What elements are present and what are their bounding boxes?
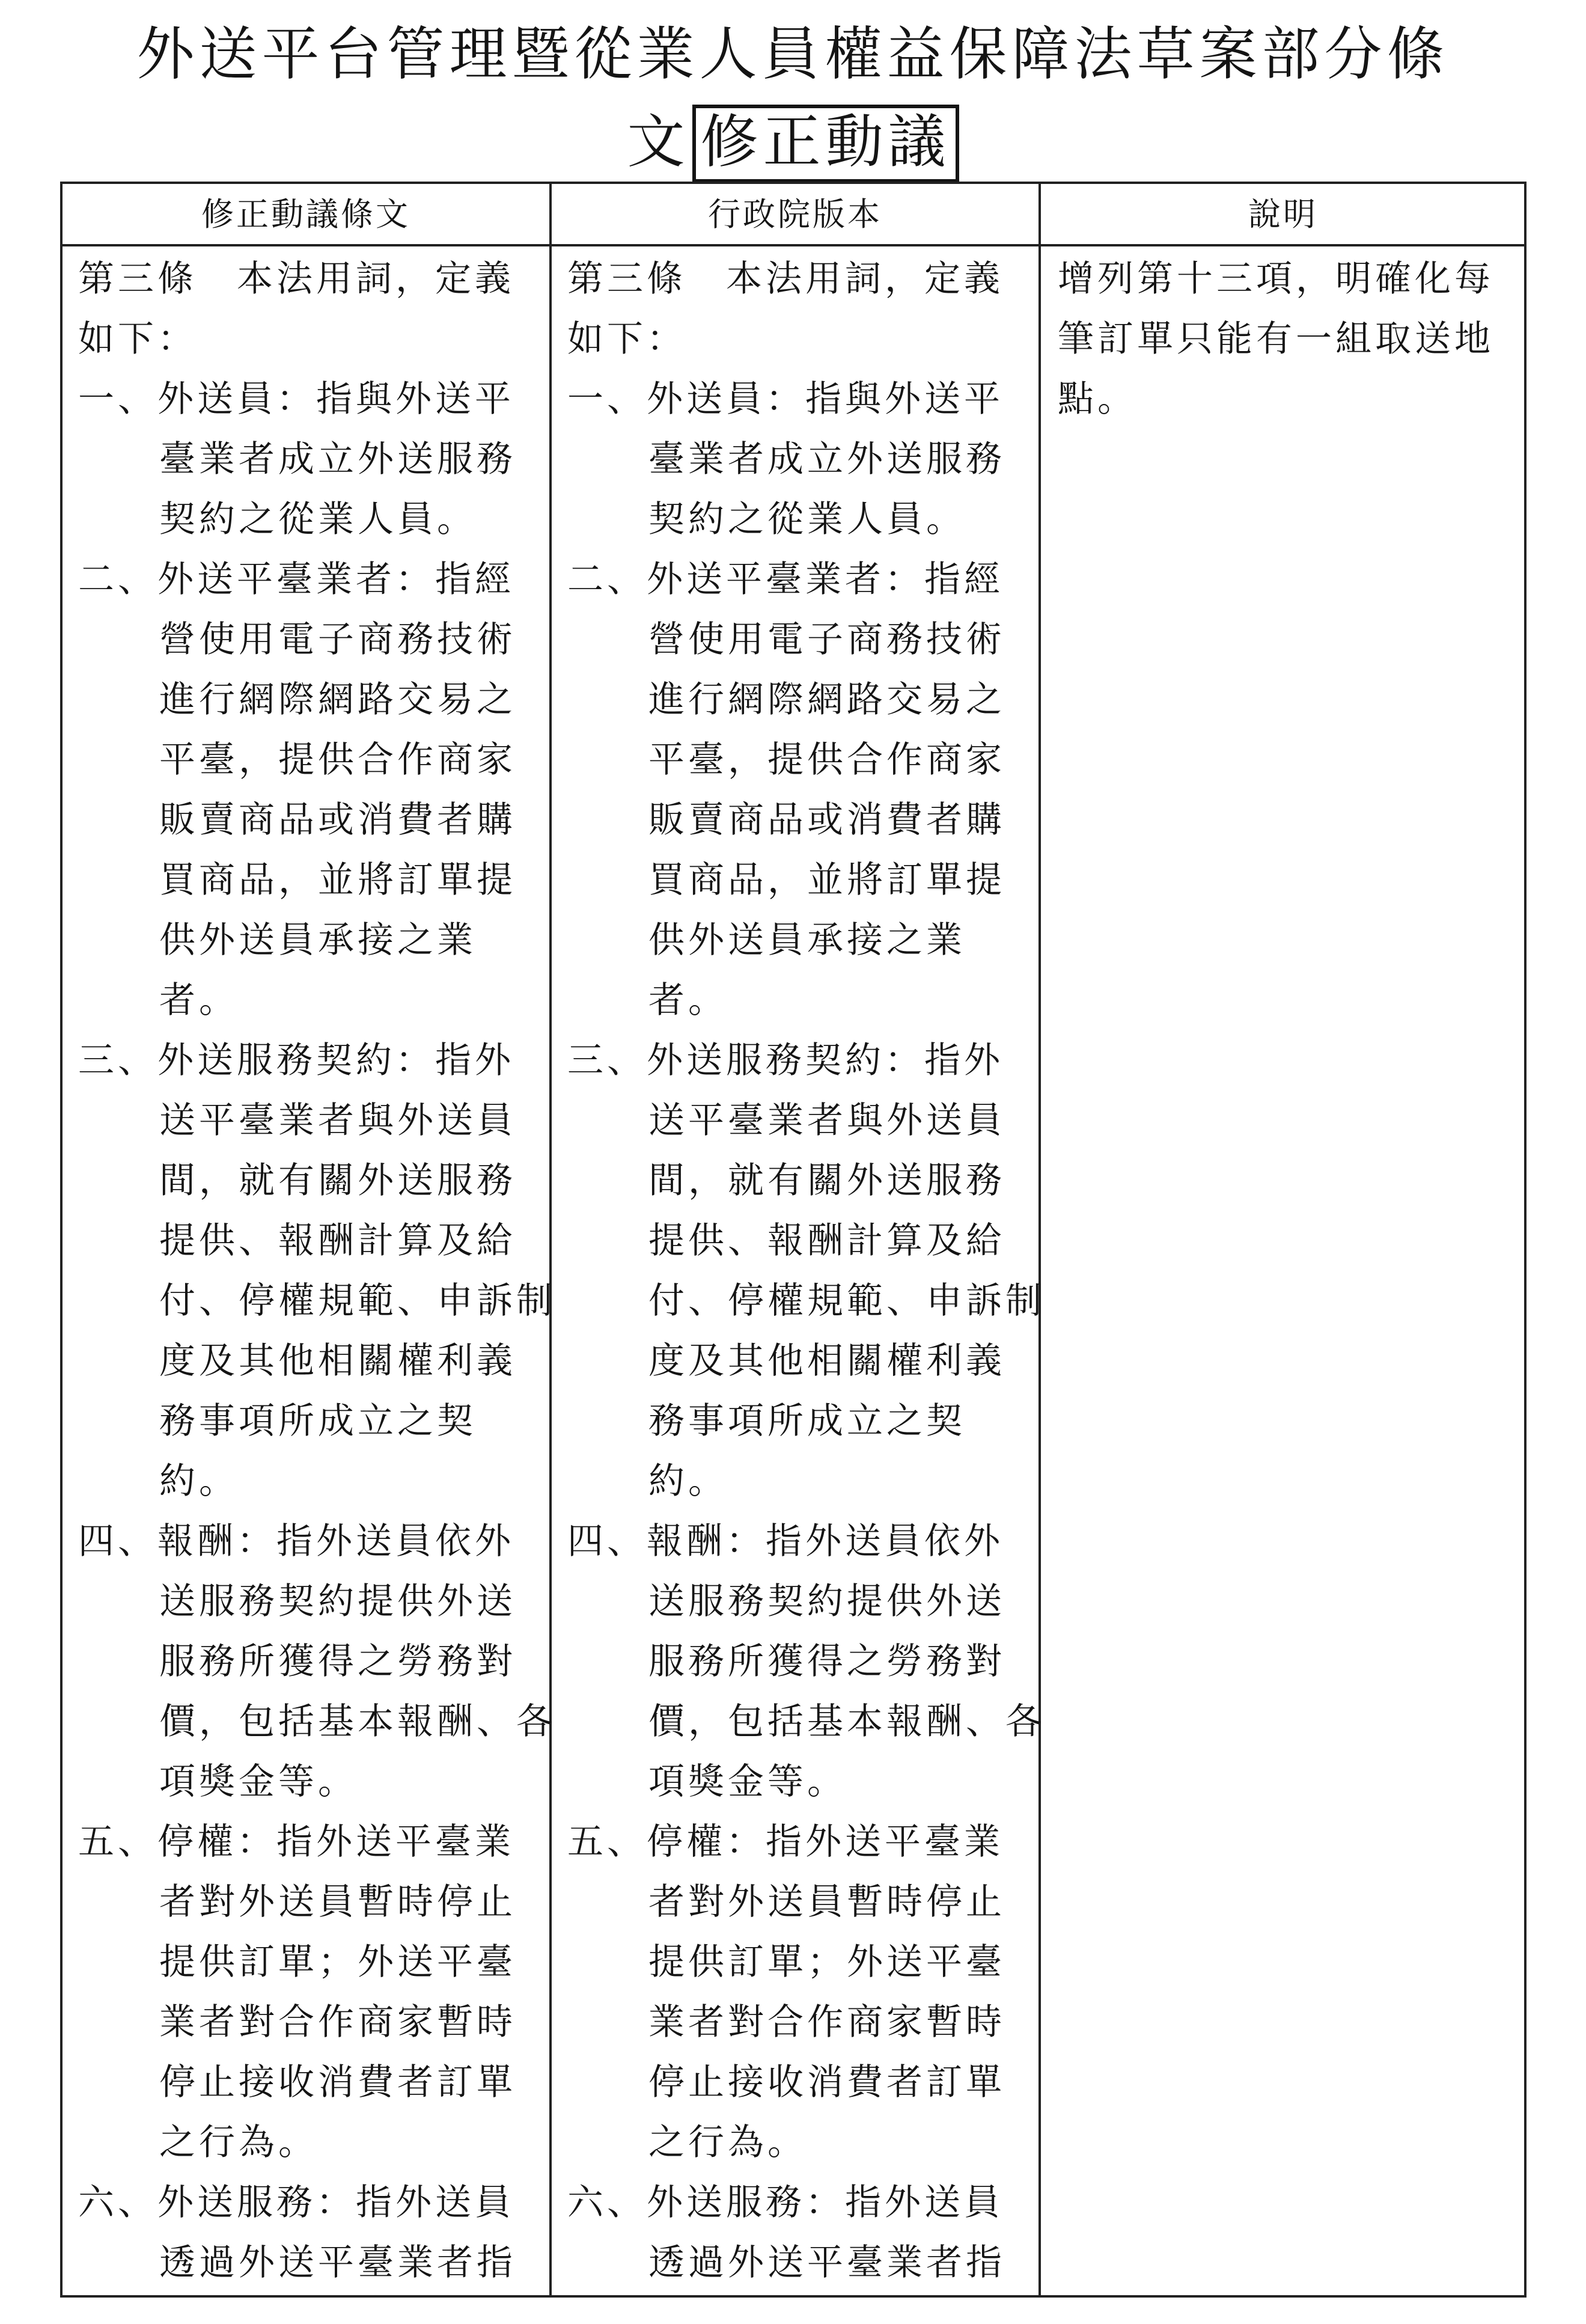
document-title-line1: 外送平台管理暨從業人員權益保障法草案部分條 <box>136 20 1450 88</box>
text-line: 停止接收消費者訂單 <box>159 2061 516 2103</box>
text-line: 度及其他相關權利義 <box>648 1340 1005 1382</box>
text-line: 間，就有關外送服務 <box>648 1160 1005 1202</box>
column-divider-1 <box>549 182 552 2298</box>
text-line: 間，就有關外送服務 <box>159 1160 516 1202</box>
text-line: 價，包括基本報酬、各 <box>648 1701 1045 1743</box>
text-line: 之行為。 <box>159 2121 318 2163</box>
text-line: 販賣商品或消費者購 <box>159 799 516 841</box>
text-line: 透過外送平臺業者指 <box>159 2242 516 2284</box>
text-line: 提供、報酬計算及給 <box>648 1220 1005 1262</box>
text-line: 提供、報酬計算及給 <box>159 1220 516 1262</box>
text-line: 一、外送員：指與外送平 <box>78 378 514 420</box>
cell-executive-text <box>567 249 1045 2293</box>
text-line: 提供訂單；外送平臺 <box>159 1941 516 1983</box>
text-line: 者對外送員暫時停止 <box>648 1881 1005 1923</box>
text-line: 平臺，提供合作商家 <box>648 739 1005 781</box>
text-line: 三、外送服務契約：指外 <box>567 1039 1004 1081</box>
text-line: 四、報酬：指外送員依外 <box>78 1520 514 1562</box>
text-line: 服務所獲得之勞務對 <box>159 1641 516 1683</box>
cell-amendment-text <box>78 249 556 2293</box>
text-line: 如下： <box>78 318 197 360</box>
header-amendment: 修正動議條文 <box>201 195 410 233</box>
text-line: 營使用電子商務技術 <box>648 619 1005 661</box>
text-line: 送服務契約提供外送 <box>159 1580 516 1622</box>
text-line: 價，包括基本報酬、各 <box>159 1701 556 1743</box>
text-line: 供外送員承接之業 <box>159 919 477 961</box>
text-line: 五、停權：指外送平臺業 <box>567 1821 1004 1863</box>
header-executive-version: 行政院版本 <box>708 195 882 233</box>
text-line: 者對外送員暫時停止 <box>159 1881 516 1923</box>
document-title-line2 <box>0 108 1586 176</box>
text-line: 增列第十三項，明確化每 <box>1058 258 1494 300</box>
text-line: 送平臺業者與外送員 <box>648 1099 1005 1142</box>
text-line: 者。 <box>648 979 728 1021</box>
text-line: 臺業者成立外送服務 <box>159 438 516 480</box>
text-line: 買商品，並將訂單提 <box>159 859 516 901</box>
text-line: 五、停權：指外送平臺業 <box>78 1821 514 1863</box>
text-line: 務事項所成立之契 <box>648 1400 966 1442</box>
text-line: 付、停權規範、申訴制 <box>159 1280 556 1322</box>
text-line: 項獎金等。 <box>159 1761 358 1803</box>
text-line: 約。 <box>648 1460 728 1502</box>
column-divider-2 <box>1039 182 1041 2298</box>
header-divider <box>60 244 1527 246</box>
cell-explanation-text <box>1058 249 1514 429</box>
text-line: 約。 <box>159 1460 239 1502</box>
text-line: 第三條 本法用詞，定義 <box>567 258 1004 300</box>
text-line: 契約之從業人員。 <box>159 498 477 540</box>
text-line: 點。 <box>1058 378 1137 420</box>
text-line: 如下： <box>567 318 686 360</box>
text-line: 業者對合作商家暫時 <box>648 2001 1005 2043</box>
text-line: 停止接收消費者訂單 <box>648 2061 1005 2103</box>
text-line: 進行網際網路交易之 <box>159 679 516 721</box>
text-line: 六、外送服務：指外送員 <box>567 2182 1004 2224</box>
text-line: 務事項所成立之契 <box>159 1400 477 1442</box>
text-line: 販賣商品或消費者購 <box>648 799 1005 841</box>
text-line: 第三條 本法用詞，定義 <box>78 258 514 300</box>
title-prefix: 文 <box>627 108 690 176</box>
text-line: 項獎金等。 <box>648 1761 847 1803</box>
text-line: 度及其他相關權利義 <box>159 1340 516 1382</box>
text-line: 業者對合作商家暫時 <box>159 2001 516 2043</box>
text-line: 供外送員承接之業 <box>648 919 966 961</box>
text-line: 臺業者成立外送服務 <box>648 438 1005 480</box>
text-line: 送平臺業者與外送員 <box>159 1099 516 1142</box>
text-line: 者。 <box>159 979 239 1021</box>
text-line: 送服務契約提供外送 <box>648 1580 1005 1622</box>
text-line: 付、停權規範、申訴制 <box>648 1280 1045 1322</box>
text-line: 之行為。 <box>648 2121 807 2163</box>
text-line: 四、報酬：指外送員依外 <box>567 1520 1004 1562</box>
text-line: 平臺，提供合作商家 <box>159 739 516 781</box>
header-explanation: 說明 <box>1248 195 1318 233</box>
text-line: 一、外送員：指與外送平 <box>567 378 1004 420</box>
text-line: 二、外送平臺業者：指經 <box>567 558 1004 601</box>
text-line: 六、外送服務：指外送員 <box>78 2182 514 2224</box>
text-line: 透過外送平臺業者指 <box>648 2242 1005 2284</box>
text-line: 服務所獲得之勞務對 <box>648 1641 1005 1683</box>
text-line: 筆訂單只能有一組取送地 <box>1058 318 1494 360</box>
text-line: 買商品，並將訂單提 <box>648 859 1005 901</box>
text-line: 提供訂單；外送平臺 <box>648 1941 1005 1983</box>
title-boxed-text: 修正動議 <box>692 105 959 183</box>
text-line: 契約之從業人員。 <box>648 498 966 540</box>
text-line: 二、外送平臺業者：指經 <box>78 558 514 601</box>
text-line: 營使用電子商務技術 <box>159 619 516 661</box>
text-line: 進行網際網路交易之 <box>648 679 1005 721</box>
text-line: 三、外送服務契約：指外 <box>78 1039 514 1081</box>
